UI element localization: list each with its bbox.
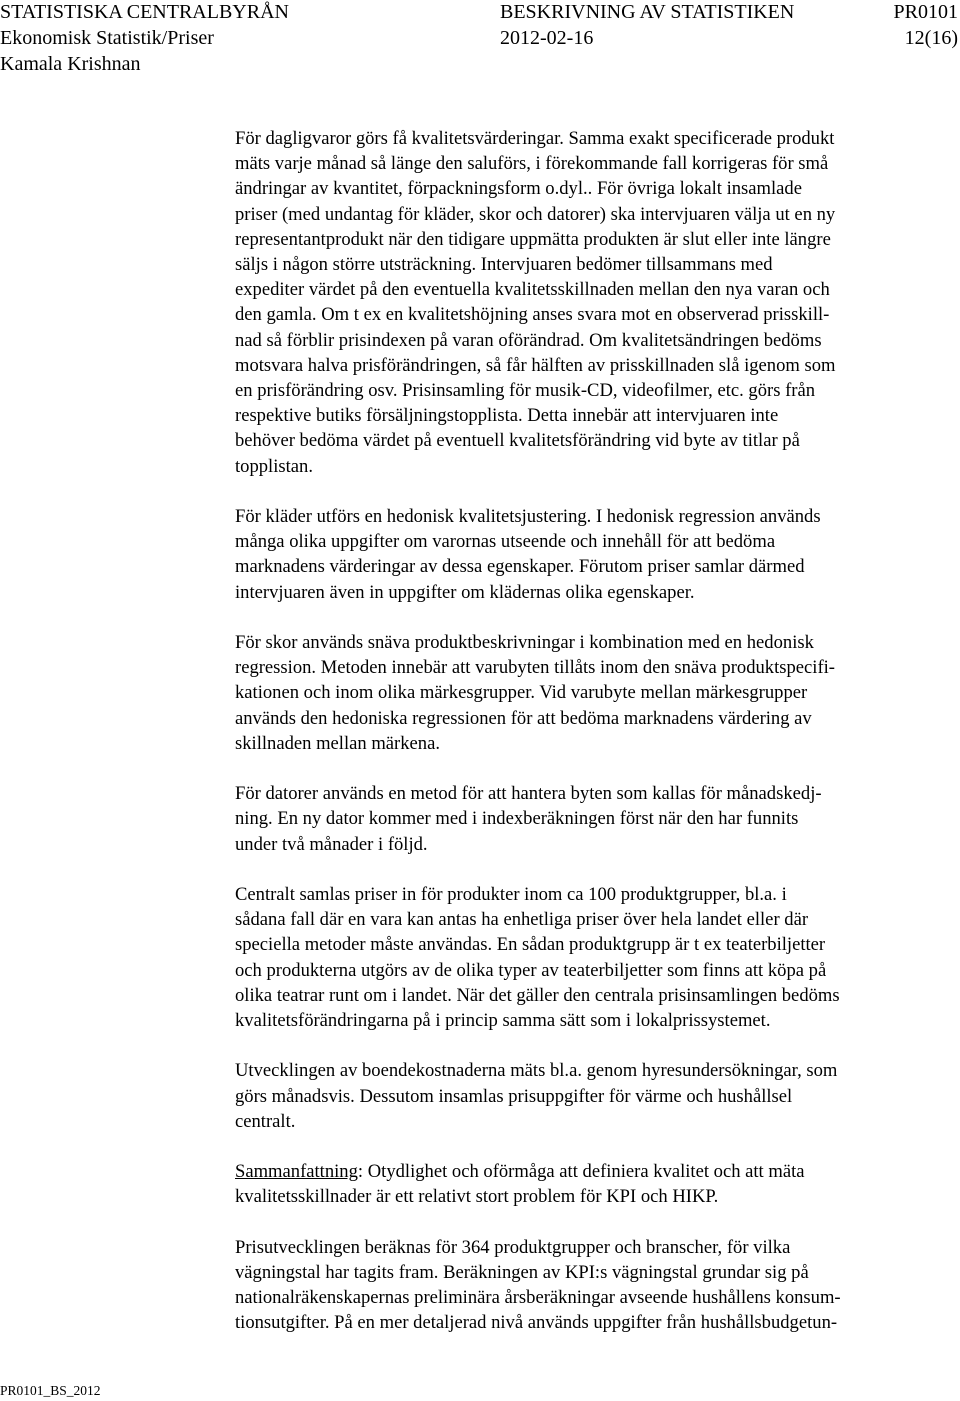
text-line: används den hedoniska regressionen för att bedöma marknadens värdering av <box>235 707 812 729</box>
text-line: sådana fall där en vara kan antas ha enhetliga priser över hela landet eller där <box>235 909 809 931</box>
text-line: För dagligvaror görs få kvalitetsvärderingar. Samma exakt specificerade produkt <box>235 128 835 149</box>
text-line: speciella metoder måste användas. En sådan produktgrupp är t ex teaterbiljetter <box>235 934 826 956</box>
header-doc-type: BESKRIVNING AV STATISTIKEN <box>500 1 795 23</box>
text-line: nad så förblir prisindexen på varan oförändrad. Om kvalitetsändringen bedöms <box>235 329 822 351</box>
text-line: motsvara halva prisförändringen, så får hälften av prisskillnaden slå igenom som <box>235 354 836 376</box>
text-line: säljs i någon större utsträckning. Intervjuaren bedömer tillsammans med <box>235 254 773 276</box>
text-line: skillnaden mellan märkena. <box>235 732 440 754</box>
paragraph-clothing <box>235 504 935 605</box>
paragraph-computers <box>235 781 935 857</box>
text-line: vägningstal har tagits fram. Beräkningen av KPI:s vägningstal grundar sig på <box>235 1262 809 1284</box>
text-line <box>235 1159 935 1184</box>
text-line: under två månader i följd. <box>235 833 428 855</box>
summary-text: : Otydlighet och oförmåga att definiera kvalitet och att mäta <box>357 1161 805 1183</box>
summary-label: Sammanfattning <box>235 1161 358 1183</box>
paragraph-shoes <box>235 630 935 756</box>
text-line: kvalitetsskillnader är ett relativt stort problem för KPI och HIKP. <box>235 1186 719 1208</box>
text-line: kationen och inom olika märkesgrupper. Vid varubyte mellan märkesgrupper <box>235 682 808 704</box>
text-line: den gamla. Om t ex en kvalitetshöjning anses svara mot en observerad prisskill- <box>235 304 830 326</box>
document-body <box>235 126 935 1336</box>
text-line: För kläder utförs en hedonisk kvalitetsjustering. I hedonisk regression används <box>235 506 821 528</box>
paragraph-housing-costs <box>235 1058 935 1134</box>
header-code: PR0101 <box>893 1 958 23</box>
footer-doc-id: PR0101_BS_2012 <box>0 1383 101 1398</box>
page-footer <box>0 1383 101 1399</box>
text-line: ändringar av kvantitet, förpackningsform o.dyl.. För övriga lokalt insamlade <box>235 178 802 200</box>
text-line: kvalitetsförändringarna på i princip samma sätt som i lokalprissystemet. <box>235 1010 771 1032</box>
text-line: ning. En ny dator kommer med i indexberäkningen först när den har funnits <box>235 808 799 830</box>
text-line: Centralt samlas priser in för produkter inom ca 100 produktgrupper, bl.a. i <box>235 884 787 906</box>
text-line: Prisutvecklingen beräknas för 364 produktgrupper och branscher, för vilka <box>235 1236 791 1258</box>
header-author: Kamala Krishnan <box>0 53 141 75</box>
header-page-number: 12(16) <box>904 27 958 49</box>
text-line: görs månadsvis. Dessutom insamlas prisuppgifter för värme och hushållsel <box>235 1085 793 1107</box>
paragraph-summary <box>235 1159 935 1209</box>
text-line: mäts varje månad så länge den saluförs, i förekommande fall korrigeras för små <box>235 153 829 175</box>
text-line: behöver bedöma värdet på eventuell kvalitetsförändring vid byte av titlar på <box>235 430 800 452</box>
text-line: en prisförändring osv. Prisinsamling för musik-CD, videofilmer, etc. görs från <box>235 380 816 402</box>
text-line: intervjuaren även in uppgifter om klädernas olika egenskaper. <box>235 581 695 603</box>
header-department: Ekonomisk Statistik/Priser <box>0 27 214 49</box>
text-line: För skor används snäva produktbeskrivningar i kombination med en hedonisk <box>235 632 814 654</box>
text-line: expediter värdet på den eventuella kvalitetsskillnaden mellan den nya varan och <box>235 279 830 301</box>
text-line: respektive butiks försäljningstopplista. Detta innebär att intervjuaren inte <box>235 405 779 427</box>
paragraph-central-prices <box>235 882 935 1033</box>
text-line: topplistan. <box>235 455 313 477</box>
text-line: tionsutgifter. På en mer detaljerad nivå används uppgifter från hushållsbudgetun- <box>235 1312 838 1334</box>
page-header <box>0 0 960 80</box>
text-line: marknadens värderingar av dessa egenskaper. Förutom priser samlar därmed <box>235 556 805 578</box>
paragraph-weights <box>235 1235 935 1336</box>
text-line: regression. Metoden innebär att varubyten tillåts inom den snäva produktspecifi- <box>235 657 836 679</box>
text-line: För datorer används en metod för att hantera byten som kallas för månadskedj- <box>235 783 822 805</box>
text-line: Utvecklingen av boendekostnaderna mäts bl.a. genom hyresundersökningar, som <box>235 1060 838 1082</box>
text-line: priser (med undantag för kläder, skor och datorer) ska intervjuaren välja ut en ny <box>235 203 836 225</box>
paragraph-quality-valuation <box>235 126 935 479</box>
text-line: olika teatrar runt om i landet. När det gäller den centrala prisinsamlingen bedöms <box>235 984 840 1006</box>
header-date: 2012-02-16 <box>500 27 594 49</box>
header-org: STATISTISKA CENTRALBYRÅN <box>0 1 289 23</box>
text-line: och produkterna utgörs av de olika typer av teaterbiljetter som finns att köpa på <box>235 959 827 981</box>
text-line: nationalräkenskapernas preliminära årsberäkningar avseende hushållens konsum- <box>235 1287 841 1309</box>
text-line: många olika uppgifter om varornas utseende och innehåll för att bedöma <box>235 531 776 553</box>
text-line: centralt. <box>235 1110 296 1132</box>
text-line: representantprodukt när den tidigare uppmätta produkten är slut eller inte längre <box>235 228 831 250</box>
